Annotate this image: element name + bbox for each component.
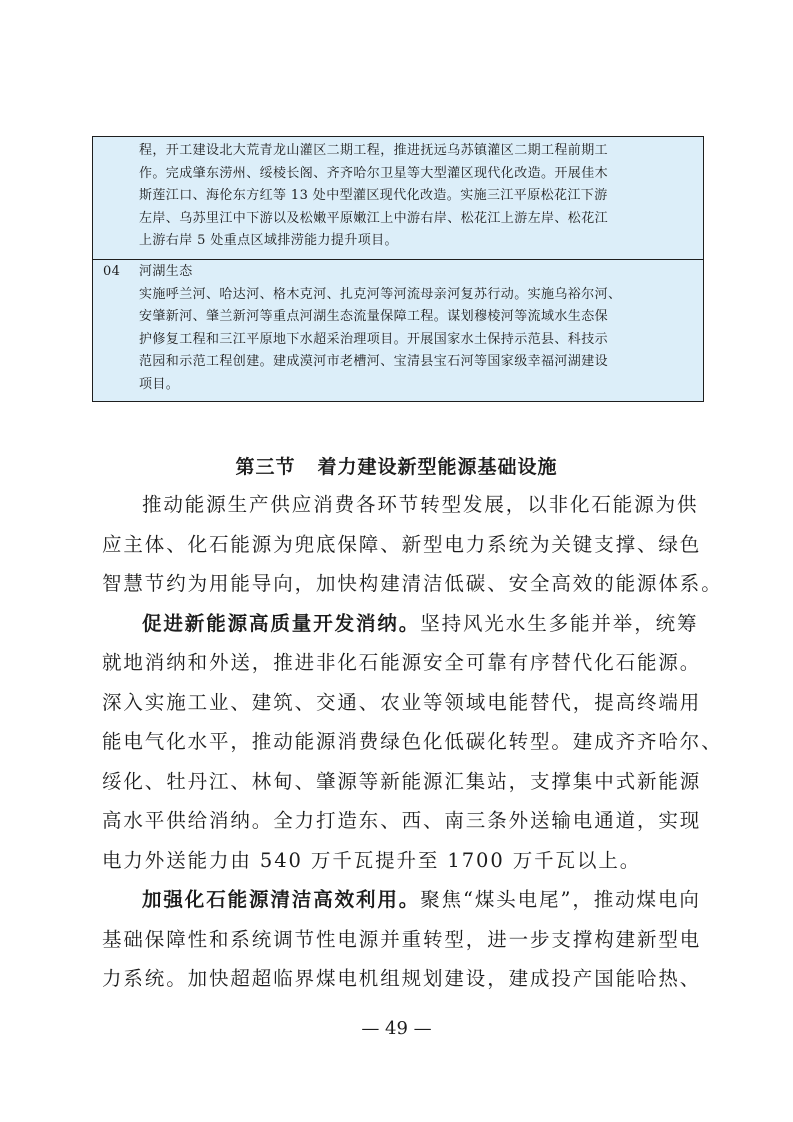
paragraph-line: 深入实施工业、建筑、交通、农业等领域电能替代，提高终端用: [102, 690, 702, 714]
table-text-line: 范园和示范工程创建。建成漠河市老槽河、宝清县宝石河等国家级幸福河湖建设: [139, 354, 609, 369]
paragraph-line: [102, 880, 701, 920]
paragraph-line: 智慧节约为用能导向，加快构建清洁低碳、安全高效的能源体系。: [102, 572, 723, 595]
paragraph-line: 高水平供给消纳。全力打造东、西、南三条外送输电通道，实现: [102, 809, 702, 832]
page-number: — 49 —: [361, 1018, 432, 1039]
info-table: [92, 136, 704, 402]
paragraph-lead-heading: 促进新能源高质量开发消纳。: [142, 611, 421, 635]
table-text-line: 作。完成肇东涝州、绥棱长阁、齐齐哈尔卫星等大型灌区现代化改造。开展佳木: [139, 165, 609, 181]
paragraph-line: 应主体、化石能源为兜底保障、新型电力系统为关键支撑、绿色: [102, 532, 702, 556]
table-row-heading: 河湖生态: [139, 264, 193, 279]
table-text-line: 左岸、乌苏里江中下游以及松嫩平原嫩江上中游右岸、松花江上游左岸、松花江: [139, 210, 609, 226]
paragraph-line: 绥化、牡丹江、林甸、肇源等新能源汇集站，支撑集中式新能源: [102, 769, 702, 793]
table-text-line: 实施呼兰河、哈达河、格木克河、扎克河等河流母亲河复苏行动。实施乌裕尔河、: [139, 286, 622, 302]
table-text-line: 斯莲江口、海伦东方红等 13 处中型灌区现代化改造。实施三江平原松花江下游: [139, 188, 608, 203]
table-row-river-lake-ecology: [93, 259, 703, 401]
section-number: 第三节: [235, 456, 296, 478]
paragraph-line: 推动能源生产供应消费各环节转型发展，以非化石能源为供: [142, 493, 699, 516]
paragraph-text: 聚焦“煤头电尾”，推动煤电向: [420, 888, 701, 911]
table-text-line: 程，开工建设北大荒青龙山灌区二期工程，推进抚远乌苏镇灌区二期工程前期工: [139, 143, 609, 158]
table-text-line: 安肇新河、肇兰新河等重点河湖生态流量保障工程。谋划穆棱河等流域水生态保: [139, 309, 609, 324]
table-row-number: 04: [103, 264, 121, 279]
paragraph-line: [102, 604, 699, 644]
paragraph-line: 基础保障性和系统调节性电源并重转型，进一步支撑构建新型电: [102, 927, 702, 951]
table-text-line: 项目。: [139, 376, 180, 392]
paragraph-line: 力系统。加快超超临界煤电机组规划建设，建成投产国能哈热、: [102, 967, 702, 990]
paragraph-line: 就地消纳和外送，推进非化石能源安全可靠有序替代化石能源。: [102, 651, 702, 674]
paragraph-text: 坚持风光水生多能并举，统筹: [420, 611, 699, 635]
paragraph-lead-heading: 加强化石能源清洁高效利用。: [142, 888, 421, 911]
table-row-header: [103, 261, 693, 284]
table-text-line: 护修复工程和三江平原地下水超采治理项目。开展国家水土保持示范县、科技示: [139, 331, 609, 347]
body-text: [102, 485, 723, 999]
section-heading: [0, 452, 793, 479]
table-text-line: 上游右岸 5 处重点区域排涝能力提升项目。: [139, 233, 398, 248]
table-row-continued: [93, 137, 703, 259]
paragraph-line: 电力外送能力由 540 万千瓦提升至 1700 万千瓦以上。: [102, 848, 642, 872]
paragraph-line: 能电气化水平，推动能源消费绿色化低碳化转型。建成齐齐哈尔、: [102, 730, 723, 753]
section-title: 着力建设新型能源基础设施: [317, 456, 558, 478]
